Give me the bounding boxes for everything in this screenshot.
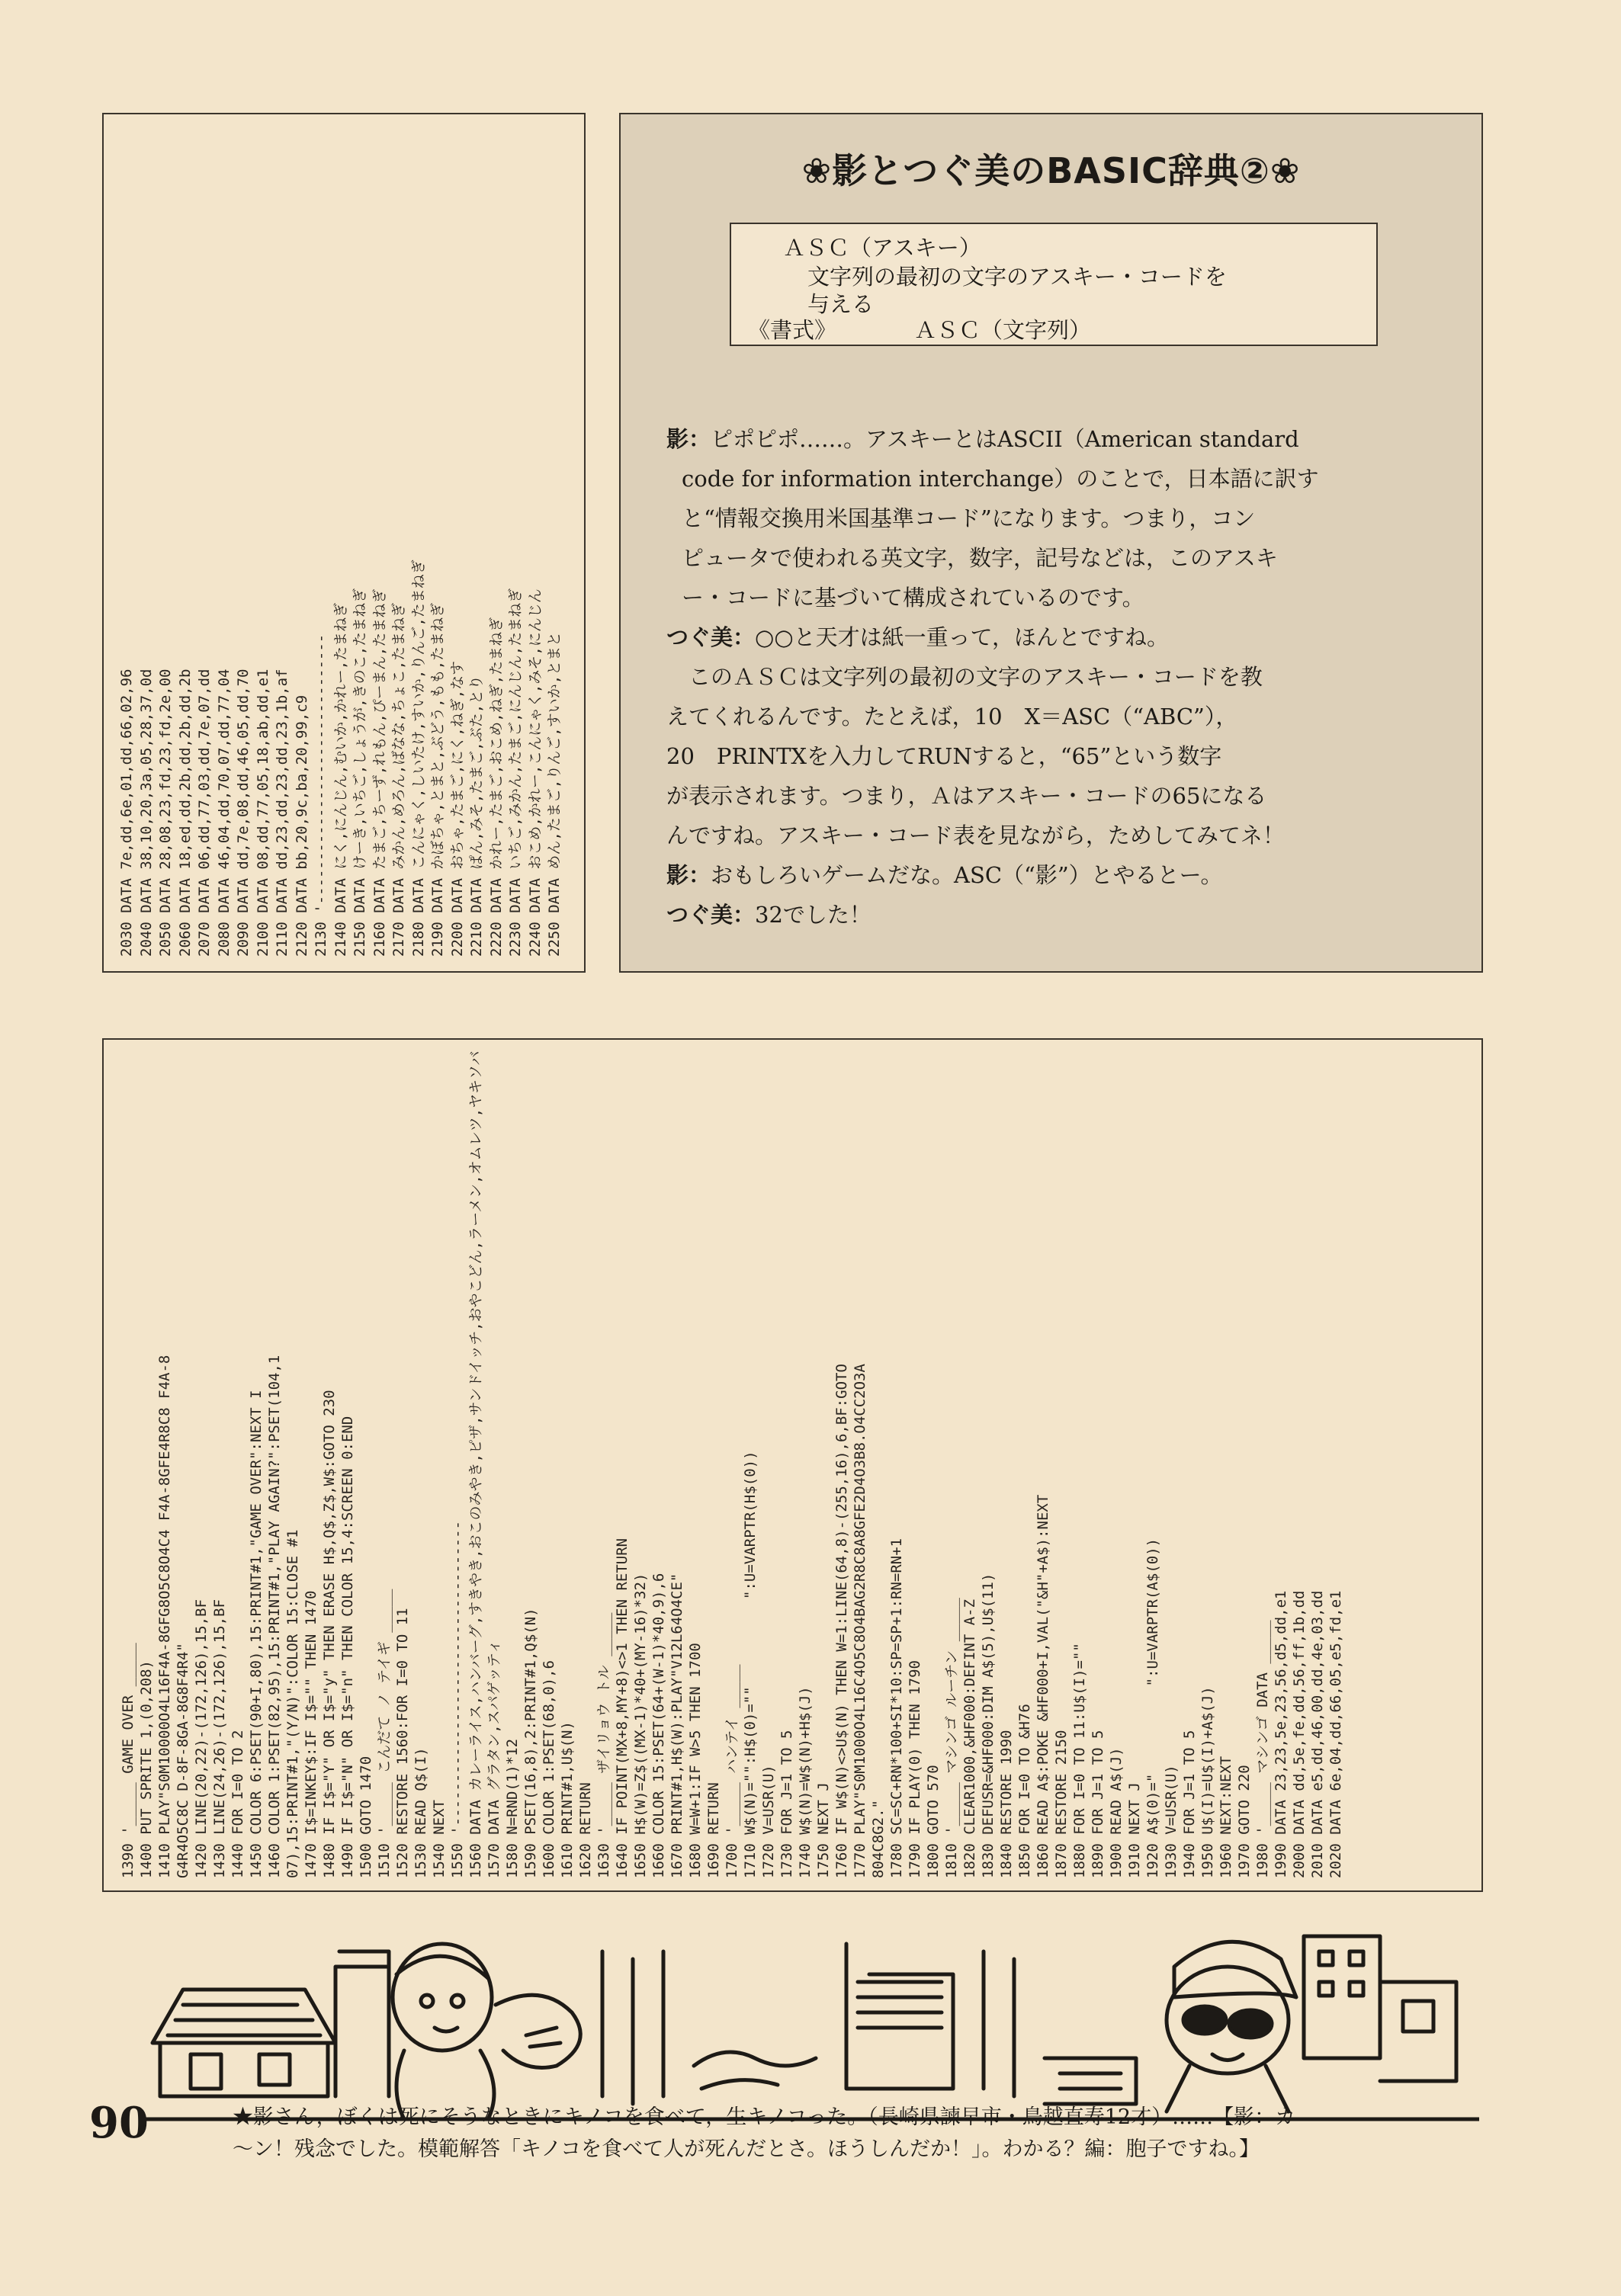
code-line: 1920 A$(0)=" ":U=VARPTR(A$(0)) (1144, 1538, 1161, 1878)
code-line: 1780 SC=SC+RN*100+SI*10:SP=SP+1:RN=RN+1 (888, 1538, 905, 1878)
code-line: 1560 DATA カレーライス,ハンバーグ,すきやき,おこのみやき,ピザ,サンドイッチ,おやこどん,ラーメン,オムレツ,ヤキソバ (467, 1050, 484, 1878)
dialogue-line: ピュータで使われる英文字，数字，記号などは，このアスキ (682, 545, 1278, 571)
speaker-name: 影： (666, 426, 711, 452)
footer-line-1: ★影さん，ぼくは死にそうなときにキノコを食べて，生キノコった。（長崎県諫早市・鳥越直寿12才）……【影：カ (233, 2105, 1296, 2129)
code-line: 1670 PRINT#1,H$(W):PLAY"V12L64O4CE" (669, 1573, 685, 1878)
code-line: 2250 DATA めん,たまご,りんご,すいか,とまと (546, 631, 563, 957)
code-line: 2100 DATA 08,dd,77,05,18,ab,dd,e1 (254, 669, 271, 957)
code-line: 1770 PLAY"S0M1000O4L16C4O5C8O4BAG2R8C8A8GFE2D4O3B8.O4CC2O3A (852, 1364, 868, 1878)
code-line: 1750 NEXT J (815, 1782, 832, 1878)
code-line: 1550 '----------------------------------- (449, 1521, 466, 1878)
page-number: 90 (89, 2098, 149, 2148)
dialogue-line: このＡＳＣは文字列の最初の文字のアスキー・コードを教 (666, 664, 1263, 690)
code-line: 1790 IF PLAY(0) THEN 1790 (907, 1660, 923, 1878)
code-line: 2030 DATA 7e,dd,6e,01,dd,66,02,96 (118, 669, 135, 957)
code-line: 2070 DATA 06,dd,77,03,dd,7e,07,dd (196, 669, 213, 957)
code-line: 1740 W$(N)=W$(N)+H$(J) (797, 1686, 814, 1878)
code-line: 2010 DATA e5,dd,46,00,dd,4e,03,dd (1309, 1590, 1326, 1878)
code-line: 1890 FOR J=1 TO 5 (1090, 1730, 1106, 1878)
code-line: 1900 READ A$(J) (1108, 1747, 1125, 1878)
code-line: 2160 DATA たまご,ちーず,れもん,ぴーまん,たまねぎ (371, 588, 388, 957)
code-line: 2170 DATA みかん,めろん,ばなな,ちょこ,たまねぎ (390, 602, 407, 957)
definition-box (730, 223, 1378, 346)
code-line: 2190 DATA かぼちゃ,とまと,ぶどう,もも,たまねぎ (429, 602, 446, 957)
code-line: 1690 RETURN (705, 1782, 722, 1878)
dialogue-line: 32でした！ (755, 902, 871, 928)
code-line: 1880 FOR I=0 TO 11:U$(I)="" (1071, 1643, 1088, 1878)
code-line: 1940 FOR J=1 TO 5 (1181, 1730, 1198, 1878)
code-line: 1720 V=USR(U) (760, 1765, 777, 1878)
dialogue-line: ピポピポ……。アスキーとはASCII（American standard (711, 426, 1299, 452)
dialogue-line: code for information interchange）のことで，日本語に訳す (682, 466, 1319, 492)
code-line: 1620 RETURN (577, 1782, 594, 1878)
code-line: 1930 V=USR(U) (1163, 1765, 1180, 1878)
listing-bottom-panel (102, 1038, 1483, 1892)
code-line: 804C8G2." (870, 1800, 887, 1878)
code-line: 1760 IF W$(N)<>U$(N) THEN W=1:LINE(64,8)-(255,16),6,BF:GOTO (833, 1364, 850, 1878)
code-line: 1870 RESTORE 2150 (1053, 1730, 1070, 1878)
basic-dictionary-panel (619, 113, 1483, 973)
code-line: 2240 DATA おこめ,かれー,こんにゃく,みそ,にんじん (526, 588, 544, 957)
code-line: 1430 LINE(24,26)-(172,126),15,BF (211, 1599, 228, 1878)
definition-term: ＡＳＣ（アスキー） (783, 235, 981, 261)
code-line: 1540 NEXT (431, 1800, 448, 1878)
dialogue (666, 419, 1429, 935)
code-line: 1580 N=RND(1)*12 (504, 1738, 521, 1878)
code-line: 1500 GOTO 1470 (358, 1756, 374, 1878)
code-line: 1980 '_____ マシンゴ DATA _____ (1254, 1620, 1271, 1878)
dialogue-line: おもしろいゲームだな。ASC（“影”）とやるとー。 (711, 862, 1223, 888)
code-line: 1590 PSET(16,8),2:PRINT#1,Q$(N) (522, 1608, 539, 1878)
definition-text-line2: 与える (807, 291, 875, 317)
cartoon-illustration (145, 1906, 1479, 2127)
dialogue-paragraph (666, 895, 1429, 935)
code-line: 1970 GOTO 220 (1236, 1765, 1253, 1878)
code-line: 2000 DATA dd,5e,fe,dd,56,ff,1b,dd (1291, 1590, 1308, 1878)
code-line: 1860 READ A$:POKE &HF000+I,VAL("&H"+A$):NEXT (1035, 1494, 1051, 1878)
code-line: 1990 DATA 23,23,5e,23,56,d5,dd,e1 (1273, 1590, 1289, 1878)
code-line: 1830 DEFUSR=&HF000:DIM A$(5),U$(11) (980, 1573, 997, 1878)
code-line: 1570 DATA グラタン,スパゲッティ (486, 1639, 502, 1878)
code-line: 1630 '_____ ザイリョウ トル _____ (595, 1612, 612, 1878)
code-line: 2060 DATA 18,ed,dd,2b,dd,2b,dd,2b (176, 669, 194, 957)
code-line: 2140 DATA にく,にんじん,むいか,かれー,たまねぎ (332, 602, 349, 957)
code-line: 1840 RESTORE 1990 (998, 1730, 1015, 1878)
code-line: 2200 DATA おちゃ,たまご,にく,ねぎ,なす (448, 660, 466, 957)
dialogue-line: ー・コードに基づいて構成されているのです。 (682, 585, 1144, 611)
code-line: 07),15:PRINT#1,"(Y/N)":COLOR 15:CLOSE #1 (284, 1529, 301, 1878)
code-line: 1640 IF POINT(MX+8,MY+8)<>1 THEN RETURN (614, 1538, 631, 1878)
code-line: 2180 DATA こんにゃく,しいたけ,すいか,りんご,たまねぎ (409, 560, 427, 957)
code-line: 2220 DATA かれー,たまご,おこめ,ねぎ,たまねぎ (487, 617, 505, 957)
speaker-name: つぐ美： (666, 624, 756, 650)
code-line: 1510 '_____ こんだて ノ テイギ _____ (376, 1589, 393, 1878)
code-line: 2090 DATA dd,7e,08,dd,46,05,dd,70 (235, 669, 252, 957)
code-line: 1410 PLAY"S0M10000O4L16F4A-8GFG8O5C8O4C4 F4A-8GFE4R8C8 F4A-8 (156, 1355, 173, 1878)
code-line: 1530 READ Q$(I) (412, 1747, 429, 1878)
format-label: 《書式》 (748, 317, 837, 343)
format-value: ＡＳＣ（文字列） (914, 317, 1092, 343)
dialogue-line: と“情報交換用米国基準コード”になります。つまり，コン (682, 505, 1256, 531)
dialogue-line: 20 PRINTXを入力してRUNすると，“65”という数字 (666, 743, 1222, 769)
dialogue-paragraph (666, 419, 1429, 617)
footer-line-2: 〜ン！残念でした。模範解答「キノコを食べて人が死んだとさ。ほうしんだか！」。わかる？編：胞子ですね。】 (233, 2137, 1260, 2161)
code-line: 1650 H$(W)=Z$((MX-1)*40+(MY-16)*32) (632, 1573, 649, 1878)
listing-top-code (117, 560, 565, 957)
code-line: G4R4O5C8C D-8F-8GA-8G8F4R4" (175, 1643, 191, 1878)
dialogue-line: えてくれるんです。たとえば，10 X＝ASC（“ABC”）， (666, 704, 1238, 730)
dictionary-title: ❀影とつぐ美のBASIC辞典②❀ (801, 150, 1301, 191)
definition-text-line1: 文字列の最初の文字のアスキー・コードを (807, 264, 1227, 290)
code-line: 1680 W=W+1:IF W>5 THEN 1700 (687, 1643, 704, 1878)
code-line: 1470 I$=INKEY$:IF I$="" THEN 1470 (303, 1590, 319, 1878)
code-line: 1480 IF I$="Y" OR I$="y" THEN ERASE H$,Q$,Z$,W$:GOTO 230 (321, 1390, 338, 1878)
dialogue-paragraph (666, 617, 1429, 657)
code-line: 2020 DATA 6e,04,dd,66,05,e5,fd,e1 (1327, 1590, 1344, 1878)
speaker-name: 影： (666, 862, 711, 888)
listing-bottom-code (119, 1050, 1345, 1878)
code-line: 1460 COLOR 1:PSET(82,95),15:PRINT#1,"PLAY AGAIN?":PSET(104,1 (266, 1355, 283, 1878)
code-line: 1950 U$(I)=U$(I)+A$(J) (1199, 1686, 1216, 1878)
code-line: 2050 DATA 28,08,23,fd,23,fd,2e,00 (157, 669, 174, 957)
code-line: 1440 FOR I=0 TO 2 (230, 1730, 246, 1878)
code-line: 1700 '_____ ハンテイ _____ (724, 1664, 740, 1878)
dialogue-line: んですね。アスキー・コード表を見ながら，ためしてみてネ！ (666, 823, 1285, 848)
code-line: 1820 CLEAR1000,&HF000:DEFINT A-Z (961, 1599, 978, 1878)
code-line: 1420 LINE(20,22)-(172,126),15,BF (193, 1599, 210, 1878)
code-line: 1610 PRINT#1,U$(N) (559, 1721, 576, 1878)
code-line: 1600 COLOR 1:PSET(68,0),6 (541, 1660, 557, 1878)
code-line: 1910 NEXT J (1126, 1782, 1143, 1878)
code-line: 1960 NEXT:NEXT (1218, 1756, 1234, 1878)
code-line: 1800 GOTO 570 (925, 1765, 942, 1878)
dialogue-paragraph (666, 657, 1429, 855)
code-line: 1710 W$(N)="":H$(0)="" ":U=VARPTR(H$(0)) (742, 1451, 759, 1878)
code-line: 1810 '_____ マシンゴ ルーチン _____ (943, 1598, 960, 1878)
code-line: 2150 DATA けーき,いちご,しょうが,きのこ,たまねぎ (351, 588, 368, 957)
speaker-name: つぐ美： (666, 902, 756, 928)
code-line: 1660 COLOR 15:PSET(64+(W-1)*40,9),6 (650, 1573, 667, 1878)
dialogue-paragraph (666, 855, 1429, 895)
code-line: 1520 RESTORE 1560:FOR I=0 TO 11 (394, 1608, 411, 1878)
code-line: 2120 DATA bb,20,9c,ba,20,99,c9 (293, 694, 310, 957)
code-line: 2110 DATA dd,23,dd,23,dd,23,1b,af (274, 669, 290, 957)
code-line: 2130 '------------------------------- (313, 633, 329, 957)
code-line: 2040 DATA 38,10,20,3a,05,28,37,0d (137, 669, 155, 957)
listing-top-panel (102, 113, 586, 973)
code-line: 1390 '_____ GAME OVER _____ (120, 1643, 136, 1878)
code-line: 2210 DATA ぱん,みそ,たまご,ぶた,とり (468, 675, 485, 957)
code-line: 1730 FOR J=1 TO 5 (778, 1730, 795, 1878)
code-line: 1850 FOR I=0 TO &H76 (1016, 1704, 1033, 1878)
reader-letter-footer (233, 2102, 1529, 2166)
code-line: 1450 COLOR 6:PSET(90+I,80),15:PRINT#1,"GAME OVER":NEXT I (248, 1390, 265, 1878)
dialogue-line: ○○と天才は紙一重って，ほんとですね。 (755, 624, 1170, 650)
code-line: 2080 DATA 46,04,dd,70,07,dd,77,04 (215, 669, 233, 957)
code-line: 2230 DATA いちご,みかん,たまご,にんじん,たまねぎ (507, 588, 524, 957)
code-line: 1490 IF I$="N" OR I$="n" THEN COLOR 15,4:SCREEN 0:END (339, 1416, 356, 1878)
code-line: 1400 PUT SPRITE 1,(0,208) (138, 1660, 155, 1878)
dialogue-line: が表示されます。つまり，Ａはアスキー・コードの65になる (666, 783, 1267, 809)
